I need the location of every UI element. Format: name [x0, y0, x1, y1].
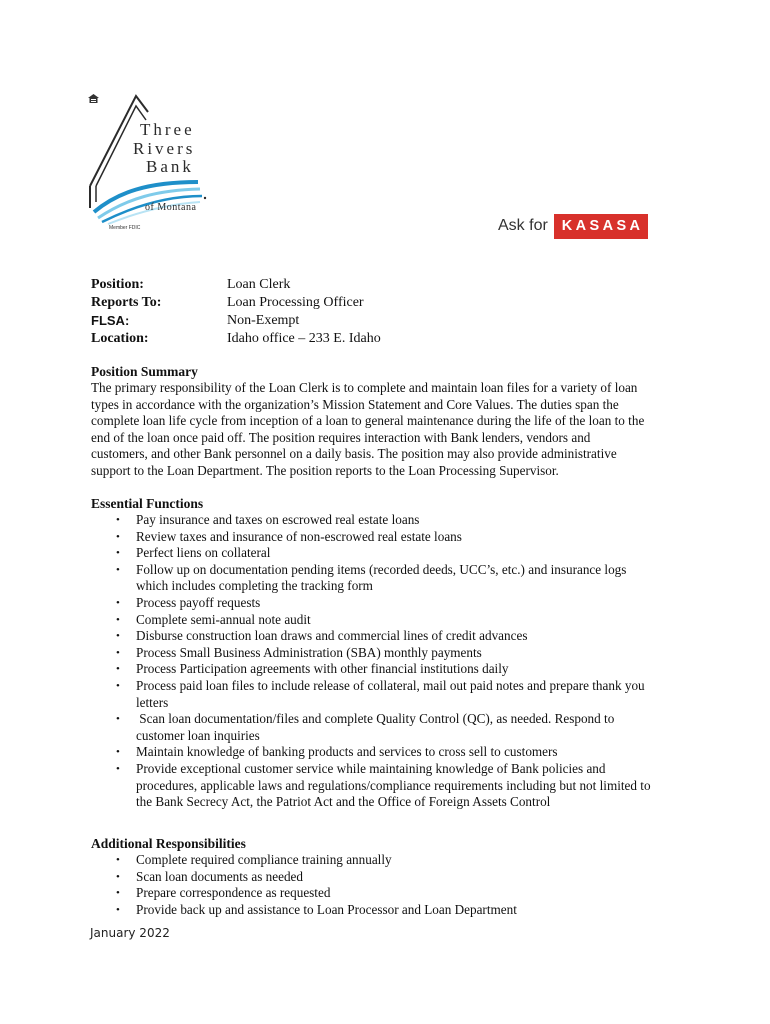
list-item: • Scan loan documents as needed — [116, 868, 303, 884]
bullet-icon: • — [116, 746, 120, 759]
list-item: • Disburse construction loan draws and commercial lines of credit advances — [116, 628, 528, 644]
list-item-continuation: which includes completing the tracking form — [136, 578, 373, 594]
list-item: • Complete semi-annual note audit — [116, 611, 311, 627]
summary-line: support to the Loan Department. The position reports to the Loan Processing Supervisor. — [91, 462, 559, 478]
equal-housing-lender-icon — [88, 94, 99, 103]
logo-word-rivers: Rivers — [133, 139, 196, 158]
three-rivers-bank-logo — [88, 94, 218, 244]
reports-to-value: Loan Processing Officer — [227, 295, 364, 310]
bullet-icon: • — [116, 887, 120, 900]
bullet-icon: • — [116, 514, 120, 526]
flsa-value: Non-Exempt — [227, 313, 300, 328]
list-item: • Provide exceptional customer service while maintaining knowledge of Bank policies and — [116, 760, 606, 776]
list-item-continuation: procedures, applicable laws and regulations/compliance requirements including but not limited to — [136, 777, 651, 793]
list-item: • Process Small Business Administration (SBA) monthly payments — [116, 644, 482, 660]
logo-word-of-montana: of Montana — [145, 202, 197, 213]
list-item: • Maintain knowledge of banking products and services to cross sell to customers — [116, 744, 558, 760]
summary-line: end of the loan once paid off. The position requires interaction with Bank lenders, vendors and — [91, 429, 591, 445]
bullet-icon: • — [116, 903, 120, 916]
reports-to-label: Reports To: — [91, 295, 162, 310]
bullet-icon: • — [116, 663, 120, 676]
list-item: • Prepare correspondence as requested — [116, 885, 331, 901]
bullet-icon: • — [116, 547, 120, 560]
essential-functions-list — [91, 512, 651, 811]
summary-line: complete loan life cycle from inception of a loan to general maintenance during the life of the loan to the — [91, 413, 645, 428]
essential-functions-heading: Essential Functions — [91, 496, 204, 511]
bullet-icon: • — [116, 630, 120, 643]
ask-for-kasasa-badge — [498, 212, 648, 240]
bullet-icon: • — [116, 713, 120, 726]
logo-word-bank: Bank — [146, 157, 194, 176]
footer-date: January 2022 — [90, 926, 170, 940]
bullet-icon: • — [116, 762, 120, 775]
list-item-continuation: letters — [136, 694, 169, 710]
position-label: Position: — [91, 277, 144, 292]
list-item-continuation: customer loan inquiries — [136, 727, 260, 743]
list-item: • Scan loan documentation/files and complete Quality Control (QC), as needed. Respond to — [116, 711, 615, 727]
list-item: • Complete required compliance training annually — [116, 852, 392, 867]
location-label: Location: — [91, 331, 149, 346]
summary-line: customers, and other Bank personnel on a daily basis. The position may also provide administrative — [91, 446, 617, 461]
summary-line: The primary responsibility of the Loan Clerk is to complete and maintain loan files for a variety of loan — [91, 380, 638, 395]
bullet-icon: • — [116, 870, 120, 883]
bullet-icon: • — [116, 679, 120, 692]
additional-responsibilities-heading: Additional Responsibilities — [91, 836, 246, 851]
bullet-icon: • — [116, 596, 120, 609]
bullet-icon: • — [116, 563, 120, 576]
flsa-label: FLSA: — [91, 313, 130, 328]
list-item: • Process Participation agreements with other financial institutions daily — [116, 661, 509, 677]
position-summary-heading: Position Summary — [91, 364, 198, 379]
member-fdic-text: Member FDIC — [109, 225, 141, 231]
summary-line: types in accordance with the organization’s Mission Statement and Core Values. The duties span the — [91, 396, 619, 412]
list-item: • Process payoff requests — [116, 594, 261, 610]
bullet-icon: • — [116, 646, 120, 659]
list-item: • Perfect liens on collateral — [116, 545, 271, 561]
bullet-icon: • — [116, 854, 120, 866]
list-item: • Follow up on documentation pending items (recorded deeds, UCC’s, etc.) and insurance logs — [116, 561, 627, 577]
bullet-icon: • — [116, 613, 120, 626]
list-item: • Process paid loan files to include release of collateral, mail out paid notes and prepare thank you — [116, 677, 645, 693]
location-value: Idaho office – 233 E. Idaho — [227, 331, 381, 346]
position-summary-text — [91, 380, 691, 479]
position-value: Loan Clerk — [227, 277, 291, 292]
logo-word-three: Three — [140, 120, 195, 139]
additional-responsibilities-list — [91, 852, 517, 918]
list-item: • Provide back up and assistance to Loan Processor and Loan Department — [116, 901, 517, 917]
ask-for-text: Ask for — [498, 217, 548, 234]
bullet-icon: • — [116, 530, 120, 543]
list-item-continuation: the Bank Secrecy Act, the Patriot Act and the Office of Foreign Assets Control — [136, 794, 551, 810]
list-item: • Pay insurance and taxes on escrowed real estate loans — [116, 512, 420, 527]
list-item: • Review taxes and insurance of non-escrowed real estate loans — [116, 528, 462, 544]
kasasa-brand: KASASA — [554, 214, 649, 239]
